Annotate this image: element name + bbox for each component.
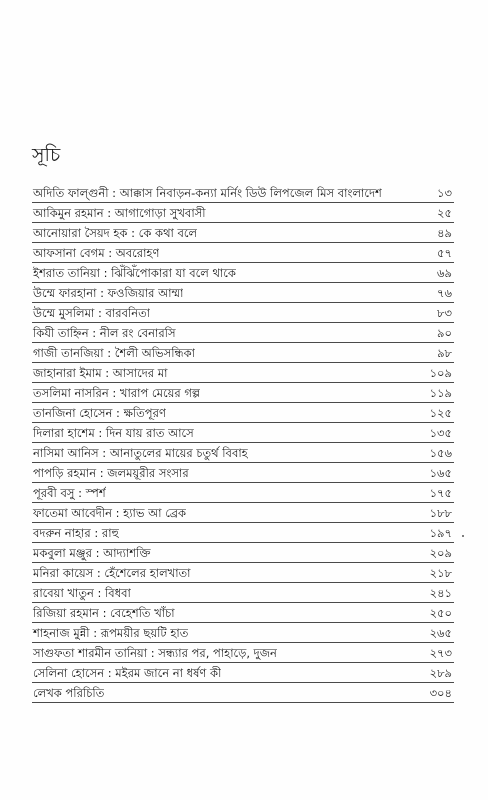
- toc-entry-title: সাগুফতা শারমীন তানিয়া : সন্ধ্যার পর, পাহাড়ে, দুজন: [33, 646, 277, 660]
- toc-entry: [32, 563, 454, 583]
- toc-entry-page-number: ২৪১: [429, 586, 452, 600]
- toc-entry: [32, 643, 454, 663]
- toc-entry-title: নাসিমা আনিস : আনাতুলের মায়ের চতুর্থ বিবাহ: [33, 446, 248, 460]
- toc-entry-title: আফসানা বেগম : অবরোহণ: [33, 246, 160, 260]
- toc-entry-page-number: ১৩৫: [429, 426, 452, 440]
- toc-entry: [32, 463, 454, 483]
- toc-entry-title: জাহানারা ইমাম : আসাদের মা: [33, 366, 168, 380]
- toc-entry-page-number: ৫৭: [437, 246, 452, 260]
- toc-entry-page-number: ২৫০: [429, 606, 452, 620]
- toc-entry: [32, 403, 454, 423]
- toc-entry-page-number: ১৮৮: [429, 506, 452, 520]
- contents-heading: সূচি: [32, 144, 61, 166]
- toc-entry-title: ইশরাত তানিয়া : ঝিঁঝিঁপোকারা যা বলে থাকে: [33, 266, 236, 280]
- toc-entry-page-number: ১২৫: [429, 406, 452, 420]
- toc-entry-title: বদরুন নাহার : রাহু: [33, 526, 119, 540]
- toc-entry-page-number: ২৮৯: [429, 666, 452, 680]
- toc-entry-page-number: ১০৯: [429, 366, 452, 380]
- toc-entry: [32, 243, 454, 263]
- toc-entry: [32, 683, 454, 703]
- toc-entry-page-number: ২১৮: [429, 566, 452, 580]
- toc-entry-title: পূরবী বসু : স্পর্শ: [33, 486, 106, 500]
- ink-speck: [462, 535, 464, 537]
- toc-entry-page-number: ৩০৪: [429, 686, 452, 700]
- toc-entry-title: উম্মে মুসলিমা : বারবনিতা: [33, 306, 151, 320]
- toc-entry: [32, 623, 454, 643]
- toc-entry: [32, 663, 454, 683]
- table-of-contents: [32, 183, 454, 703]
- toc-entry: [32, 583, 454, 603]
- toc-entry-page-number: ২৬৫: [429, 626, 452, 640]
- toc-entry-page-number: ৮৩: [437, 306, 452, 320]
- toc-entry-title: তসলিমা নাসরিন : খারাপ মেয়ের গল্প: [33, 386, 201, 400]
- toc-entry: [32, 543, 454, 563]
- toc-entry: [32, 263, 454, 283]
- toc-entry-title: পাপড়ি রহমান : জলময়ূরীর সংসার: [33, 466, 189, 480]
- toc-entry-title: মনিরা কায়েস : হেঁশেলের হালখাতা: [33, 566, 191, 580]
- toc-entry: [32, 423, 454, 443]
- toc-entry: [32, 523, 454, 543]
- toc-entry-page-number: ৯৮: [437, 346, 452, 360]
- toc-entry: [32, 503, 454, 523]
- toc-entry: [32, 203, 454, 223]
- toc-entry: [32, 183, 454, 203]
- toc-entry-page-number: ১৫৬: [429, 446, 452, 460]
- toc-entry-page-number: ২০৯: [429, 546, 452, 560]
- toc-entry-title: রাবেয়া খাতুন : বিধবা: [33, 586, 131, 600]
- toc-entry-page-number: ২৫: [437, 206, 452, 220]
- toc-entry-title: শাহনাজ মুন্নী : রূপময়ীর ছয়টি হাত: [33, 626, 189, 640]
- toc-entry-title: গাজী তানজিয়া : শৈলী অভিসন্ধিকা: [33, 346, 195, 360]
- toc-entry-title: অদিতি ফাল্গুনী : আক্কাস নিবাড়ন-কন্যা মর্নিং ডিউ লিপজেল মিস বাংলাদেশ: [33, 186, 382, 200]
- toc-entry-title: সেলিনা হোসেন : মইরম জানে না ধর্ষণ কী: [33, 666, 222, 680]
- toc-entry-page-number: ১৭৫: [429, 486, 452, 500]
- toc-entry: [32, 363, 454, 383]
- toc-entry: [32, 223, 454, 243]
- toc-entry: [32, 483, 454, 503]
- toc-entry-title: কিযী তাহ্নিন : নীল রং বেনারসি: [33, 326, 176, 340]
- toc-entry-page-number: ১৩: [437, 186, 452, 200]
- toc-entry-page-number: ৬৯: [437, 266, 452, 280]
- toc-entry-title: আকিমুন রহমান : আগাগোড়া সুখবাসী: [33, 206, 206, 220]
- toc-entry-page-number: ১৬৫: [429, 466, 452, 480]
- toc-entry-title: লেখক পরিচিতি: [33, 686, 105, 700]
- toc-entry: [32, 323, 454, 343]
- toc-entry: [32, 303, 454, 323]
- toc-entry-page-number: ৯০: [437, 326, 452, 340]
- toc-entry-title: রিজিয়া রহমান : বেহেশতি খাঁচা: [33, 606, 175, 620]
- toc-entry-page-number: ১৯৭: [429, 526, 452, 540]
- toc-entry-page-number: ২৭৩: [429, 646, 452, 660]
- toc-entry-title: দিলারা হাশেম : দিন যায় রাত আসে: [33, 426, 194, 440]
- toc-entry: [32, 283, 454, 303]
- toc-entry-page-number: ৪৯: [437, 226, 452, 240]
- toc-entry-title: তানজিনা হোসেন : ক্ষতিপূরণ: [33, 406, 166, 420]
- toc-entry-page-number: ১১৯: [429, 386, 452, 400]
- toc-entry-title: মকবুলা মঞ্জুর : আদ্যাশক্তি: [33, 546, 151, 560]
- toc-entry-title: উম্মে ফারহানা : ফওজিয়ার আম্মা: [33, 286, 184, 300]
- toc-entry-title: আনোয়ারা সৈয়দ হক : কে কথা বলে: [33, 226, 198, 240]
- toc-entry: [32, 383, 454, 403]
- toc-entry: [32, 603, 454, 623]
- toc-entry: [32, 343, 454, 363]
- toc-entry-page-number: ৭৬: [437, 286, 452, 300]
- toc-entry: [32, 443, 454, 463]
- toc-entry-title: ফাতেমা আবেদীন : হ্যাভ আ ব্রেক: [33, 506, 187, 520]
